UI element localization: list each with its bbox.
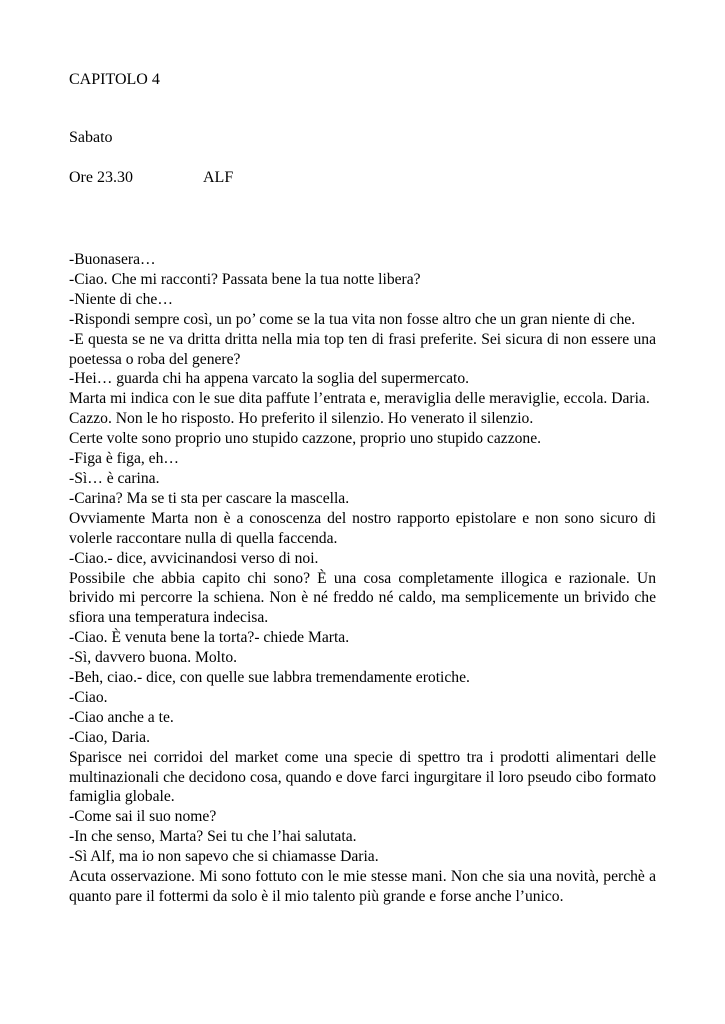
paragraph: -E questa se ne va dritta dritta nella mia top ten di frasi preferite. Sei sicura di non essere una poetessa o roba del genere? [69, 330, 656, 368]
story-body [69, 250, 656, 907]
paragraph: Marta mi indica con le sue dita paffute l’entrata e, meraviglia delle meraviglie, eccola. Daria. [69, 390, 650, 408]
paragraph: Sparisce nei corridoi del market come una specie di spettro tra i prodotti alimentari delle multinazionali che decidono cosa, quando e dove farci ingurgitare il loro pseudo cibo formato famiglia globale. [69, 748, 656, 806]
paragraph: -Carina? Ma se ti sta per cascare la mascella. [69, 489, 350, 507]
paragraph: -Ciao. [69, 688, 108, 706]
paragraph: -Niente di che… [69, 290, 173, 308]
chapter-title: CAPITOLO 4 [69, 71, 160, 88]
paragraph: -Beh, ciao.- dice, con quelle sue labbra tremendamente erotiche. [69, 669, 470, 687]
paragraph: -Sì… è carina. [69, 469, 160, 487]
paragraph: -Rispondi sempre così, un po’ come se la tua vita non fosse altro che un gran niente di che. [69, 310, 636, 328]
paragraph: Cazzo. Non le ho risposto. Ho preferito il silenzio. Ho venerato il silenzio. [69, 410, 534, 428]
time-narrator-line [69, 168, 233, 188]
day-label: Sabato [69, 129, 113, 146]
paragraph: -Hei… guarda chi ha appena varcato la soglia del supermercato. [69, 370, 470, 388]
paragraph: -Figa è figa, eh… [69, 450, 179, 468]
paragraph: -Ciao. Che mi racconti? Passata bene la tua notte libera? [69, 270, 421, 288]
paragraph: -Ciao anche a te. [69, 708, 174, 726]
paragraph: -Ciao. È venuta bene la torta?- chiede Marta. [69, 629, 350, 647]
time-label: Ore 23.30 [69, 169, 133, 186]
paragraph: -Come sai il suo nome? [69, 808, 217, 826]
paragraph: -In che senso, Marta? Sei tu che l’hai salutata. [69, 828, 357, 846]
paragraph: Acuta osservazione. Mi sono fottuto con le mie stesse mani. Non che sia una novità, perchè a quanto pare il fottermi da solo è il mio talento più grande e forse anche l’unico. [69, 868, 656, 905]
paragraph: -Ciao.- dice, avvicinandosi verso di noi. [69, 549, 319, 567]
paragraph: -Sì, davvero buona. Molto. [69, 649, 238, 667]
paragraph: Possibile che abbia capito chi sono? È una cosa completamente illogica e razionale. Un brivido mi percorre la schiena. Non è né freddo né caldo, ma semplicemente un brivido che sfiora una temperatura indecisa. [69, 569, 656, 627]
paragraph: Ovviamente Marta non è a conoscenza del nostro rapporto epistolare e non sono sicuro di volerle raccontare nulla di quella faccenda. [69, 509, 656, 547]
paragraph: -Sì Alf, ma io non sapevo che si chiamasse Daria. [69, 848, 379, 866]
document-page [69, 0, 656, 1024]
paragraph: -Ciao, Daria. [69, 728, 150, 746]
narrator-label: ALF [203, 169, 234, 186]
paragraph: -Buonasera… [69, 251, 156, 268]
paragraph: Certe volte sono proprio uno stupido cazzone, proprio uno stupido cazzone. [69, 430, 542, 448]
